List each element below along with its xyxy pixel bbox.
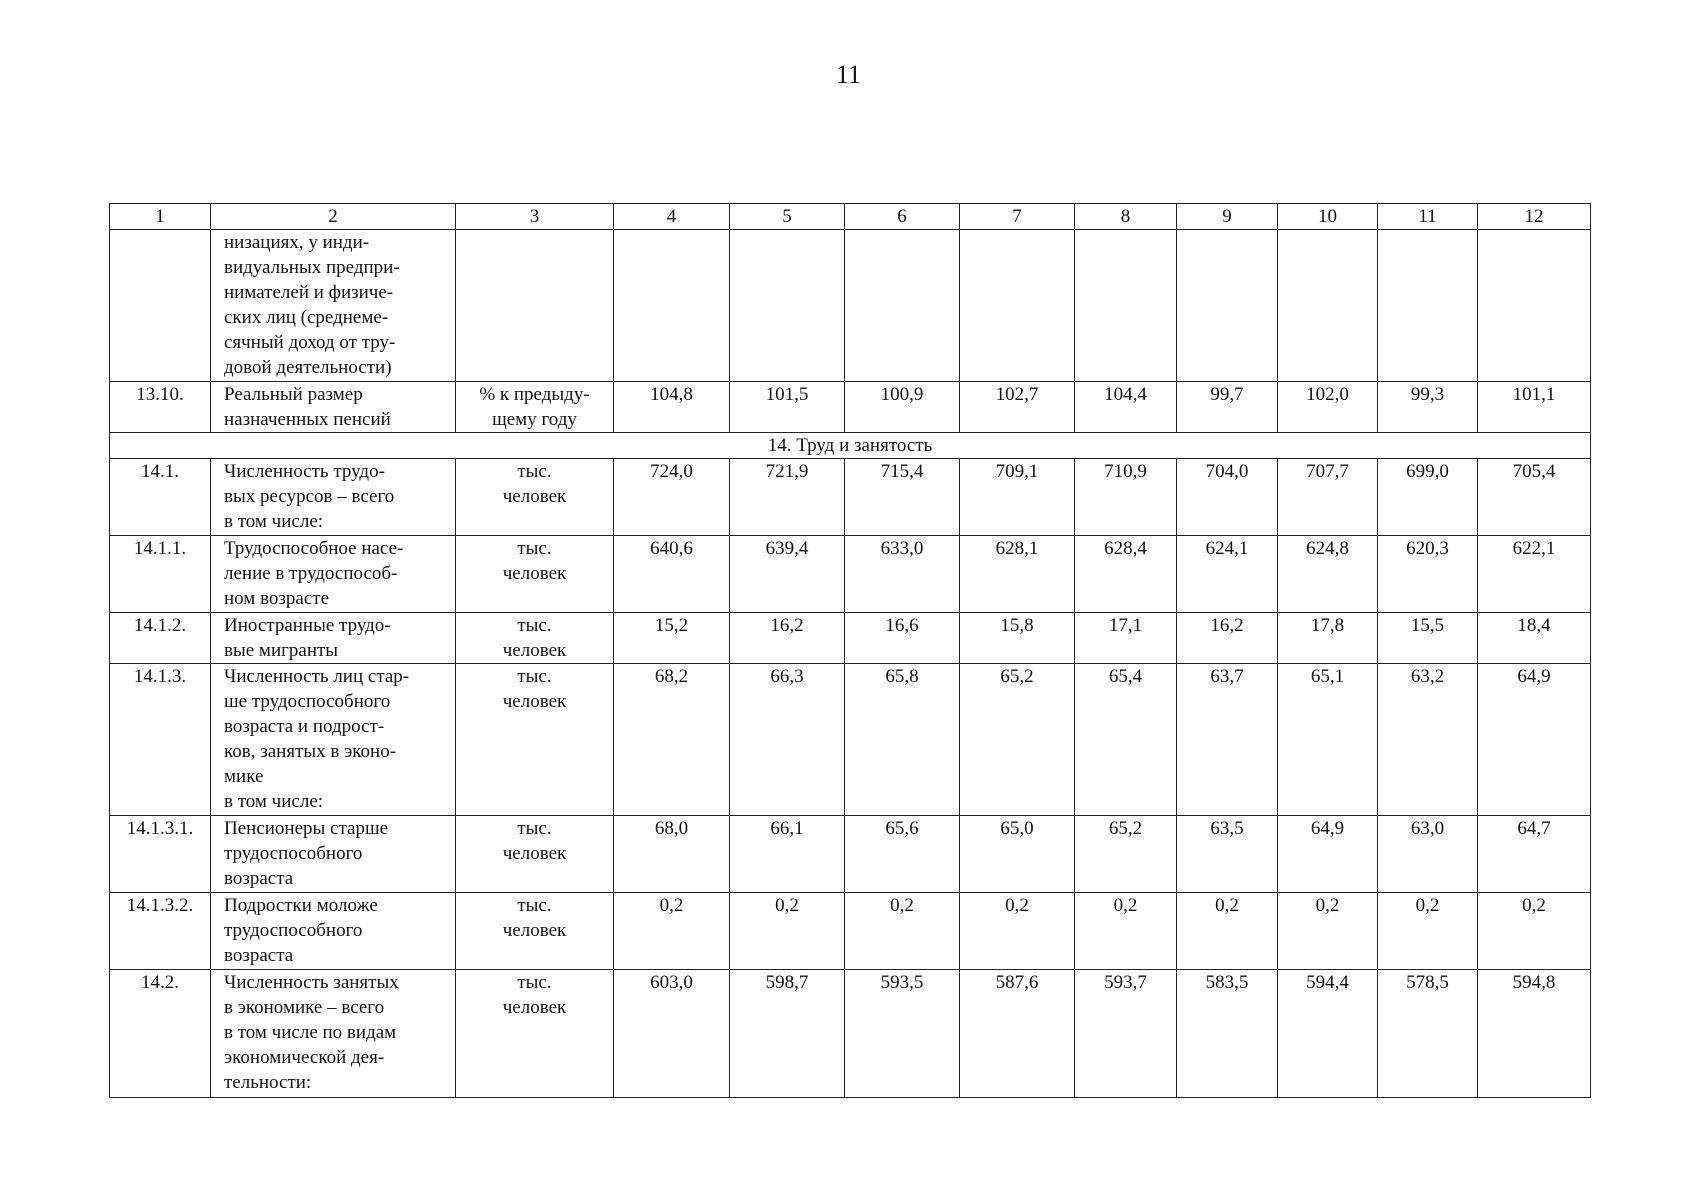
row-value: 710,9 xyxy=(1075,459,1177,536)
row-value: 0,2 xyxy=(845,893,960,970)
row-value: 63,2 xyxy=(1378,664,1478,816)
row-value: 639,4 xyxy=(730,536,845,613)
row-value: 16,2 xyxy=(1177,613,1278,664)
row-unit: тыс. человек xyxy=(456,816,614,893)
row-value: 68,2 xyxy=(614,664,730,816)
row-value: 598,7 xyxy=(730,970,845,1098)
row-value: 101,5 xyxy=(730,382,845,433)
table-row xyxy=(110,893,1591,970)
row-value: 65,8 xyxy=(845,664,960,816)
row-value: 633,0 xyxy=(845,536,960,613)
header-cell: 8 xyxy=(1075,204,1177,230)
row-value: 594,8 xyxy=(1478,970,1591,1098)
table-row xyxy=(110,230,1591,382)
row-value: 603,0 xyxy=(614,970,730,1098)
row-value: 99,3 xyxy=(1378,382,1478,433)
row-value: 707,7 xyxy=(1278,459,1378,536)
row-value: 68,0 xyxy=(614,816,730,893)
row-value: 15,5 xyxy=(1378,613,1478,664)
row-value xyxy=(1075,230,1177,382)
row-indicator-name: Пенсионеры старше трудоспособного возраста xyxy=(211,816,456,893)
row-number xyxy=(110,230,211,382)
row-value: 699,0 xyxy=(1378,459,1478,536)
row-value: 0,2 xyxy=(1378,893,1478,970)
row-value xyxy=(845,230,960,382)
table-body xyxy=(110,204,1591,1098)
row-unit: тыс. человек xyxy=(456,613,614,664)
header-cell: 4 xyxy=(614,204,730,230)
row-value: 16,2 xyxy=(730,613,845,664)
row-value: 100,9 xyxy=(845,382,960,433)
row-value: 0,2 xyxy=(1177,893,1278,970)
row-unit: % к предыду- щему году xyxy=(456,382,614,433)
table-row xyxy=(110,613,1591,664)
row-value: 0,2 xyxy=(960,893,1075,970)
row-unit: тыс. человек xyxy=(456,664,614,816)
row-value: 0,2 xyxy=(1278,893,1378,970)
row-value: 17,8 xyxy=(1278,613,1378,664)
row-value: 101,1 xyxy=(1478,382,1591,433)
header-cell: 2 xyxy=(211,204,456,230)
row-value: 18,4 xyxy=(1478,613,1591,664)
row-indicator-name: Иностранные трудо- вые мигранты xyxy=(211,613,456,664)
data-table xyxy=(109,203,1591,1098)
row-value: 0,2 xyxy=(1478,893,1591,970)
section-row xyxy=(110,433,1591,459)
row-number: 14.1.3.2. xyxy=(110,893,211,970)
page-number: 11 xyxy=(835,60,862,89)
row-value: 0,2 xyxy=(614,893,730,970)
header-row xyxy=(110,204,1591,230)
row-value: 65,2 xyxy=(960,664,1075,816)
row-unit: тыс. человек xyxy=(456,970,614,1098)
row-value: 15,2 xyxy=(614,613,730,664)
row-number: 14.1.2. xyxy=(110,613,211,664)
row-value: 65,0 xyxy=(960,816,1075,893)
row-number: 14.1.3.1. xyxy=(110,816,211,893)
row-value: 66,1 xyxy=(730,816,845,893)
row-unit xyxy=(456,230,614,382)
row-value: 0,2 xyxy=(1075,893,1177,970)
row-value: 594,4 xyxy=(1278,970,1378,1098)
row-value: 628,4 xyxy=(1075,536,1177,613)
header-cell: 1 xyxy=(110,204,211,230)
row-value: 64,9 xyxy=(1478,664,1591,816)
header-cell: 11 xyxy=(1378,204,1478,230)
row-value: 63,5 xyxy=(1177,816,1278,893)
row-indicator-name: низациях, у инди- видуальных предпри- нимателей и физиче- ских лиц (среднеме- сячный доход от тру- довой деятельности) xyxy=(211,230,456,382)
row-value: 721,9 xyxy=(730,459,845,536)
row-value: 16,6 xyxy=(845,613,960,664)
row-indicator-name: Численность лиц стар- ше трудоспособного возраста и подрост- ков, занятых в эконо- мике в том числе: xyxy=(211,664,456,816)
row-number: 14.1. xyxy=(110,459,211,536)
row-value: 628,1 xyxy=(960,536,1075,613)
table-row xyxy=(110,664,1591,816)
row-unit: тыс. человек xyxy=(456,459,614,536)
header-cell: 7 xyxy=(960,204,1075,230)
header-cell: 9 xyxy=(1177,204,1278,230)
row-value xyxy=(730,230,845,382)
row-value: 66,3 xyxy=(730,664,845,816)
row-value: 64,7 xyxy=(1478,816,1591,893)
row-value xyxy=(1278,230,1378,382)
row-unit: тыс. человек xyxy=(456,536,614,613)
row-value xyxy=(1177,230,1278,382)
row-value xyxy=(1478,230,1591,382)
row-value xyxy=(960,230,1075,382)
row-value: 65,4 xyxy=(1075,664,1177,816)
row-indicator-name: Численность трудо- вых ресурсов – всего в том числе: xyxy=(211,459,456,536)
table-row xyxy=(110,816,1591,893)
row-indicator-name: Реальный размер назначенных пенсий xyxy=(211,382,456,433)
section-title: 14. Труд и занятость xyxy=(110,433,1591,459)
row-value: 624,1 xyxy=(1177,536,1278,613)
row-value: 15,8 xyxy=(960,613,1075,664)
row-value: 102,7 xyxy=(960,382,1075,433)
header-cell: 10 xyxy=(1278,204,1378,230)
row-value: 593,7 xyxy=(1075,970,1177,1098)
row-number: 13.10. xyxy=(110,382,211,433)
header-cell: 6 xyxy=(845,204,960,230)
row-value: 578,5 xyxy=(1378,970,1478,1098)
row-value: 65,1 xyxy=(1278,664,1378,816)
row-value: 640,6 xyxy=(614,536,730,613)
row-value: 587,6 xyxy=(960,970,1075,1098)
row-value: 102,0 xyxy=(1278,382,1378,433)
header-cell: 3 xyxy=(456,204,614,230)
row-value xyxy=(1378,230,1478,382)
row-number: 14.1.1. xyxy=(110,536,211,613)
row-value: 709,1 xyxy=(960,459,1075,536)
row-value: 17,1 xyxy=(1075,613,1177,664)
row-value: 715,4 xyxy=(845,459,960,536)
row-value: 65,6 xyxy=(845,816,960,893)
row-indicator-name: Трудоспособное насе- ление в трудоспособ- ном возрасте xyxy=(211,536,456,613)
row-number: 14.1.3. xyxy=(110,664,211,816)
row-value: 0,2 xyxy=(730,893,845,970)
table-row xyxy=(110,970,1591,1098)
row-value: 620,3 xyxy=(1378,536,1478,613)
table-row xyxy=(110,382,1591,433)
row-value: 104,8 xyxy=(614,382,730,433)
row-value: 622,1 xyxy=(1478,536,1591,613)
row-value: 593,5 xyxy=(845,970,960,1098)
header-cell: 5 xyxy=(730,204,845,230)
row-value: 65,2 xyxy=(1075,816,1177,893)
row-value: 704,0 xyxy=(1177,459,1278,536)
row-value: 724,0 xyxy=(614,459,730,536)
row-value: 99,7 xyxy=(1177,382,1278,433)
header-cell: 12 xyxy=(1478,204,1591,230)
row-value: 64,9 xyxy=(1278,816,1378,893)
row-value xyxy=(614,230,730,382)
row-value: 705,4 xyxy=(1478,459,1591,536)
row-value: 63,7 xyxy=(1177,664,1278,816)
row-indicator-name: Подростки моложе трудоспособного возраста xyxy=(211,893,456,970)
row-value: 624,8 xyxy=(1278,536,1378,613)
row-value: 104,4 xyxy=(1075,382,1177,433)
row-number: 14.2. xyxy=(110,970,211,1098)
table-row xyxy=(110,536,1591,613)
table-row xyxy=(110,459,1591,536)
row-unit: тыс. человек xyxy=(456,893,614,970)
row-value: 583,5 xyxy=(1177,970,1278,1098)
row-value: 63,0 xyxy=(1378,816,1478,893)
row-indicator-name: Численность занятых в экономике – всего в том числе по видам экономической дея- тельности: xyxy=(211,970,456,1098)
